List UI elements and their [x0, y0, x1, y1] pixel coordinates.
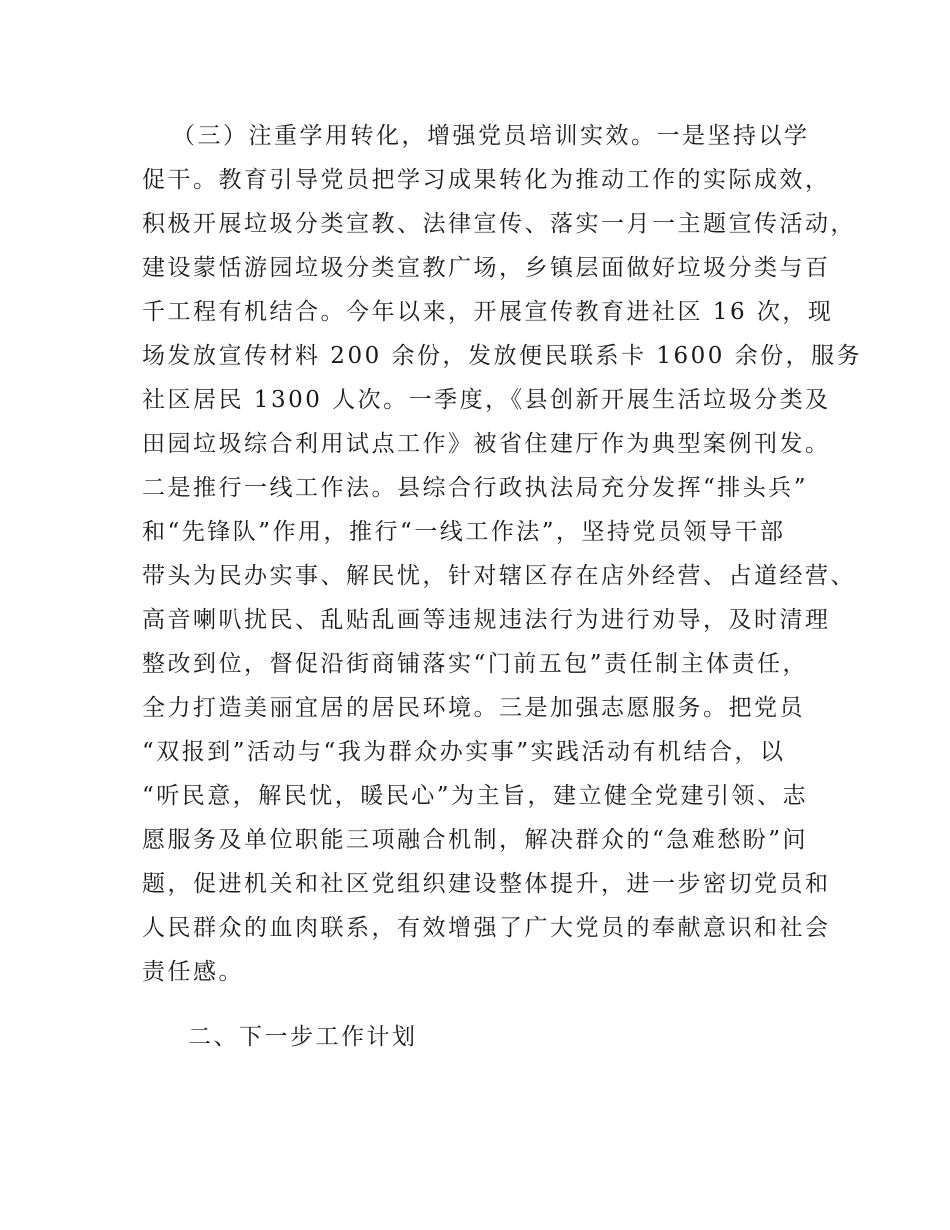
paragraph-line: 社区居民 1300 人次。一季度，《县创新开展生活垃圾分类及 — [142, 387, 831, 413]
paragraph-line: 人民群众的血肉联系，有效增强了广大党员的奉献意识和社会 — [142, 915, 831, 941]
paragraph-line: 高音喇叭扰民、乱贴乱画等违规违法行为进行劝导，及时清理 — [142, 607, 831, 633]
paragraph-line: 全力打造美丽宜居的居民环境。三是加强志愿服务。把党员 — [142, 695, 805, 721]
paragraph-line: “听民意，解民忧，暖民心”为主旨，建立健全党建引领、志 — [142, 783, 809, 809]
paragraph-line: 场发放宣传材料 200 余份，发放便民联系卡 1600 余份，服务 — [142, 343, 863, 369]
paragraph-line: 田园垃圾综合利用试点工作》被省住建厅作为典型案例刊发。 — [142, 431, 831, 457]
paragraph-line: 带头为民办实事、解民忧，针对辖区存在店外经营、占道经营、 — [142, 563, 856, 589]
paragraph-line: 和“先锋队”作用，推行“一线工作法”，坚持党员领导干部 — [142, 519, 786, 545]
paragraph-line: （三）注重学用转化，增强党员培训实效。一是坚持以学 — [172, 123, 810, 149]
paragraph-line: 积极开展垃圾分类宣教、法律宣传、落实一月一主题宣传活动， — [142, 211, 856, 237]
paragraph-line: 责任感。 — [142, 959, 244, 985]
paragraph-line: 千工程有机结合。今年以来，开展宣传教育进社区 16 次，现 — [142, 299, 834, 325]
paragraph-line: 愿服务及单位职能三项融合机制，解决群众的“急难愁盼”问 — [142, 827, 809, 853]
paragraph-line: 整改到位，督促沿街商铺落实“门前五包”责任制主体责任， — [142, 651, 809, 677]
paragraph-line: 二是推行一线工作法。县综合行政执法局充分发挥“排头兵” — [142, 475, 809, 501]
paragraph-line: 建设蒙恬游园垃圾分类宣教广场，乡镇层面做好垃圾分类与百 — [142, 255, 831, 281]
paragraph-line: “双报到”活动与“我为群众办实事”实践活动有机结合，以 — [142, 739, 786, 765]
section-heading: 二、下一步工作计划 — [188, 1024, 418, 1050]
paragraph-line: 促干。教育引导党员把学习成果转化为推动工作的实际成效， — [142, 167, 831, 193]
paragraph-line: 题，促进机关和社区党组织建设整体提升，进一步密切党员和 — [142, 871, 831, 897]
